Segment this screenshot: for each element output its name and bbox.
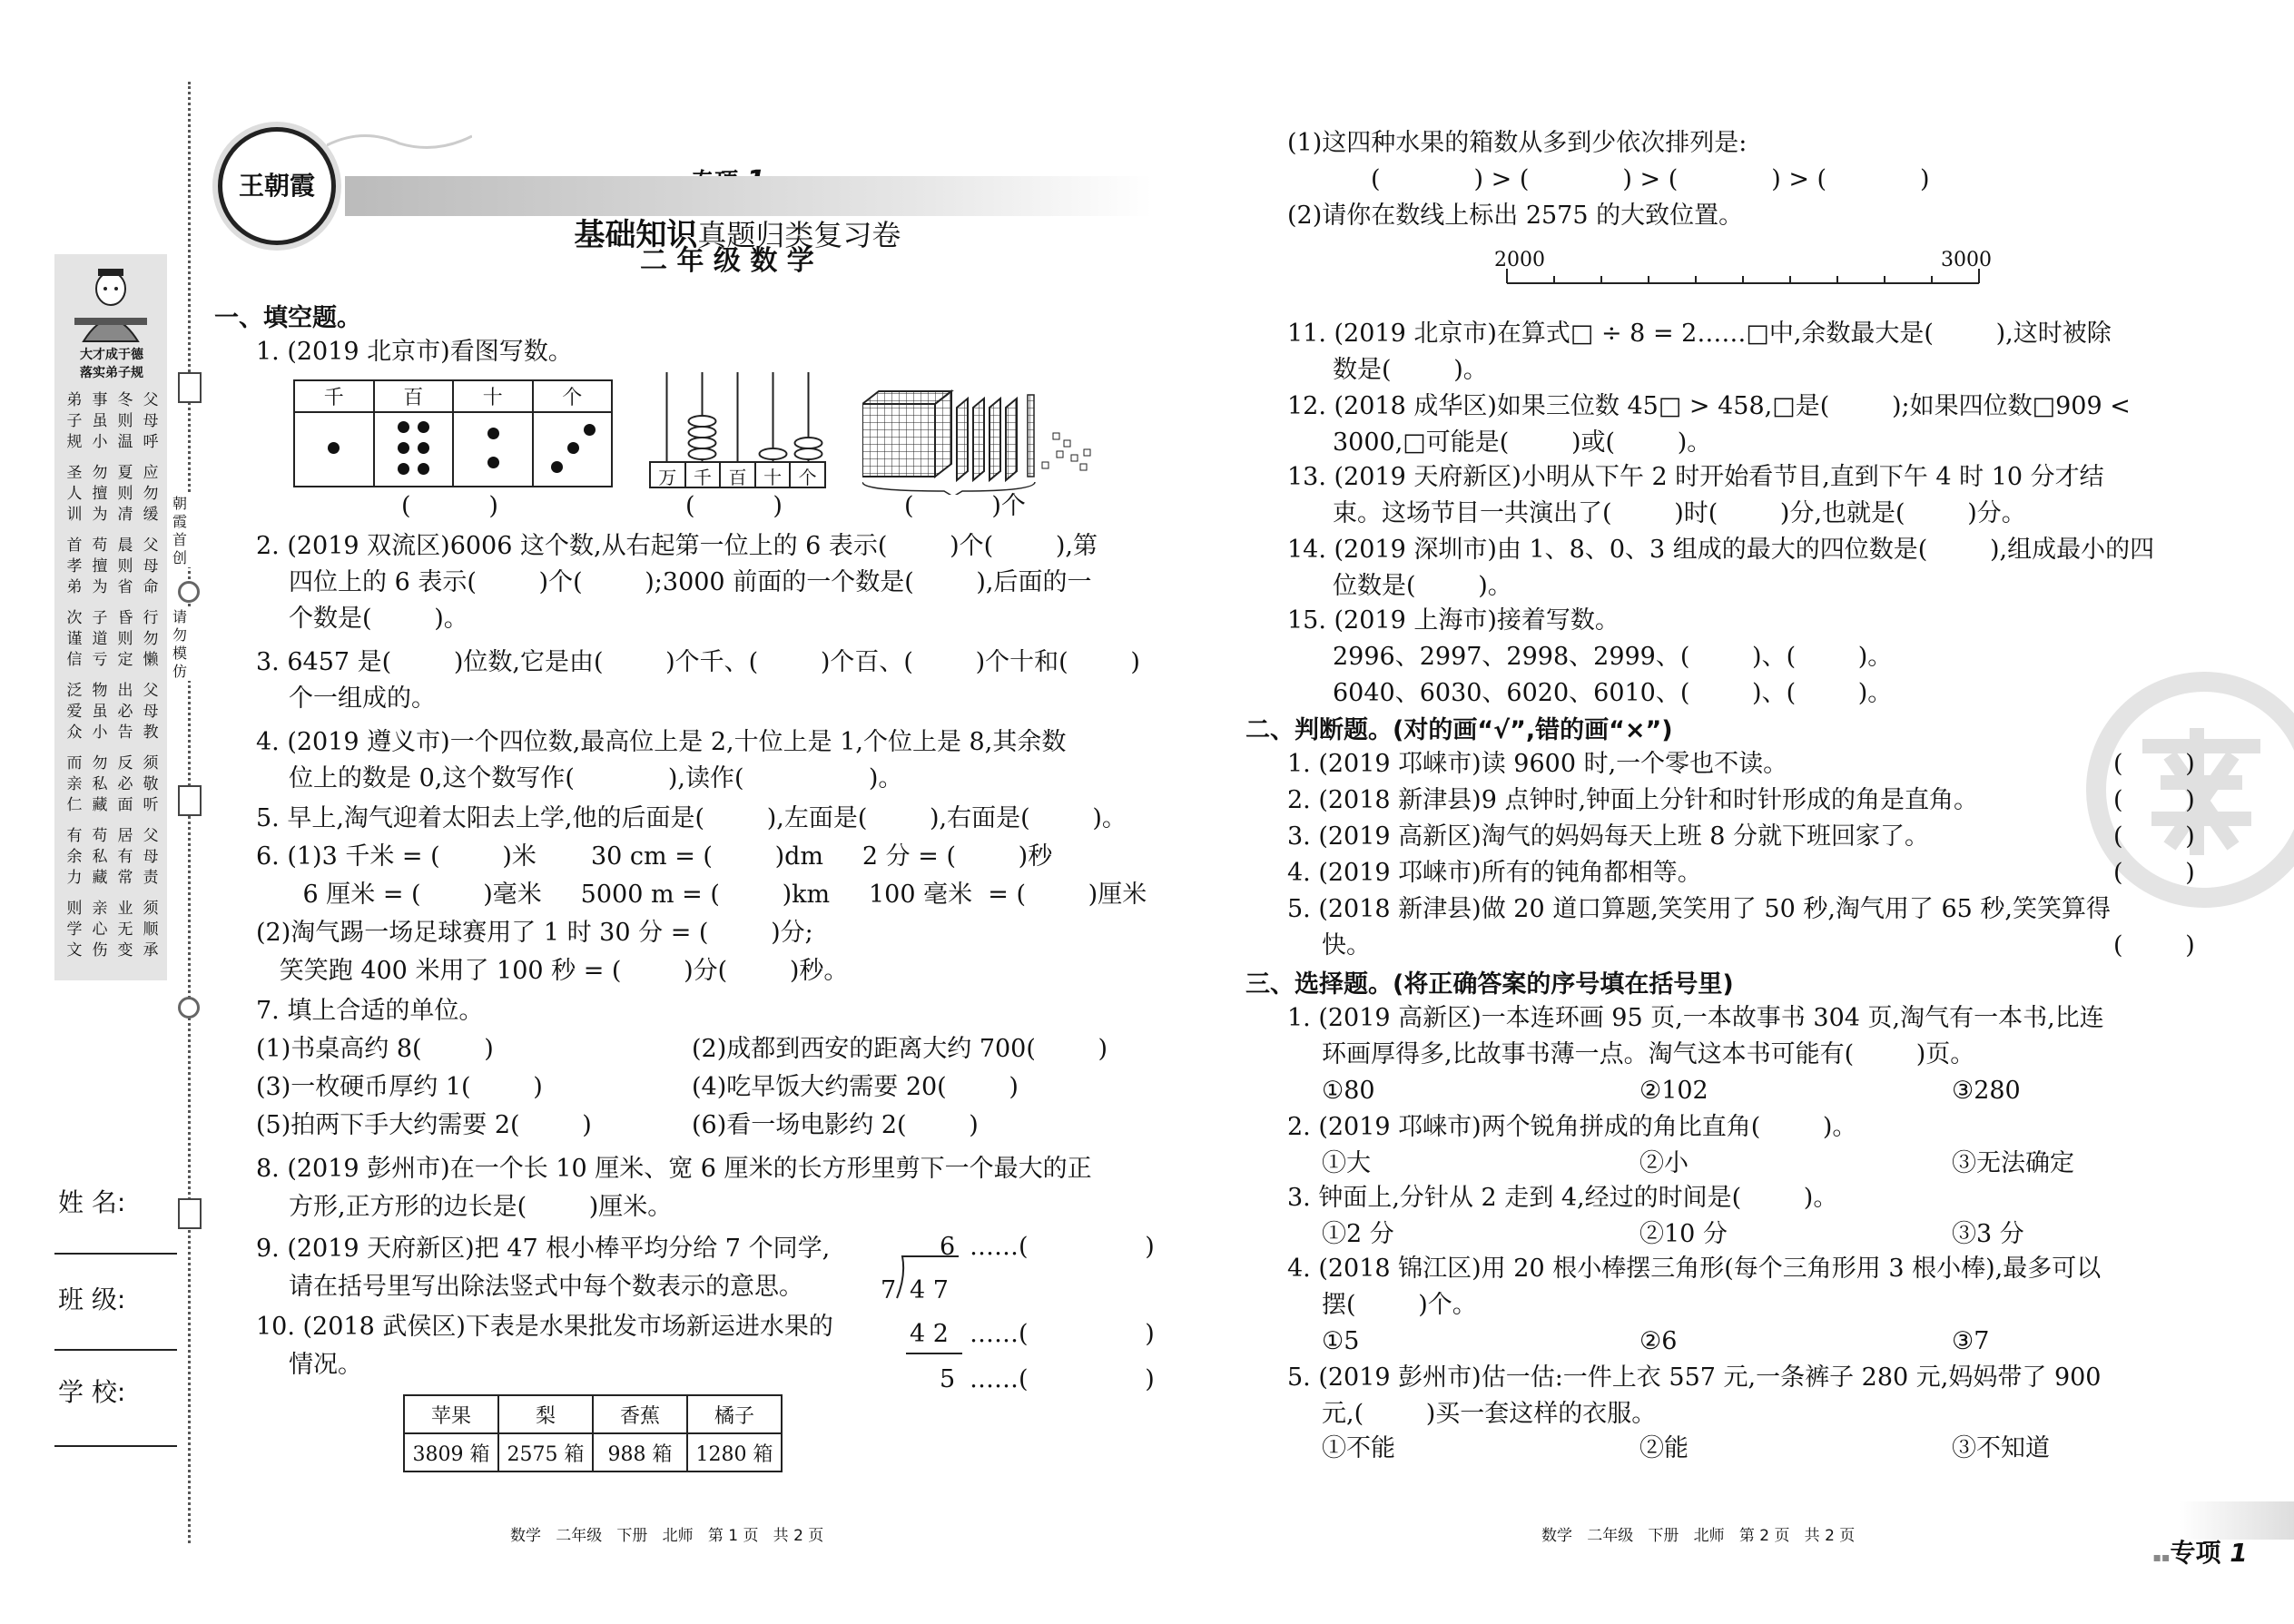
- ring-2: [178, 997, 200, 1019]
- judge-blank[interactable]: ( ): [2113, 786, 2195, 814]
- choice-option[interactable]: ①大: [1322, 1149, 1371, 1177]
- q9-line2: 请在括号里写出除法竖式中每个数表示的意思。: [289, 1273, 803, 1301]
- logo-badge: [218, 127, 336, 245]
- pv-dot: [487, 457, 499, 468]
- fruit-header: 香蕉: [593, 1395, 687, 1433]
- q2-line2: 四位上的 6 表示( )个( );3000 前面的一个数是( ),后面的一: [289, 568, 1092, 596]
- choice-option[interactable]: ③3 分: [1952, 1220, 2024, 1248]
- abacus-labels: [649, 461, 826, 488]
- pv-dot: [398, 442, 409, 454]
- choice-option[interactable]: ①不能: [1322, 1434, 1395, 1462]
- q13-line1: 13. (2019 天府新区)小明从下午 2 时开始看节目,直到下午 4 时 10 分才结: [1287, 463, 2104, 491]
- choice-option[interactable]: ③280: [1952, 1077, 2021, 1105]
- q4-line1: 4. (2019 遵义市)一个四位数,最高位上是 2,十位上是 1,个位上是 8,其余数: [256, 728, 1067, 756]
- scholar-illustration: [65, 261, 156, 343]
- pv-dot: [418, 421, 429, 433]
- q6-line2: 6 厘米 = ( )毫米 5000 m = ( )km 100 毫米 = ( )厘米: [256, 881, 1147, 909]
- q7: 7. 填上合适的单位。: [256, 997, 484, 1025]
- seal-mark-3: [178, 1198, 202, 1229]
- dizigui-column: 父母呼: [143, 391, 159, 451]
- dizigui-column: 则学文: [66, 900, 83, 960]
- q10-line2: 情况。: [289, 1351, 362, 1379]
- choice-option[interactable]: ①2 分: [1322, 1220, 1394, 1248]
- seal-mark-2: [178, 785, 202, 816]
- vertical-note-2: 请勿模仿: [172, 608, 191, 681]
- footer-right: 数学 二年级 下册 北师 第 2 页 共 2 页: [1541, 1527, 1856, 1545]
- pv-dot: [328, 442, 340, 454]
- number-line[interactable]: [1503, 267, 1986, 289]
- abacus-label: 十: [756, 461, 792, 488]
- q3-line2: 个一组成的。: [289, 684, 436, 713]
- section3-title: 三、选择题。(将正确答案的序号填在括号里): [1245, 970, 1734, 999]
- dizigui-column: 应勿缓: [143, 464, 159, 524]
- choice-option[interactable]: ②6: [1639, 1327, 1678, 1355]
- place-value-dots: [293, 410, 613, 485]
- abacus-label: 万: [649, 461, 686, 488]
- pv-header: 十: [453, 380, 533, 412]
- q10-line1: 10. (2018 武侯区)下表是水果批发市场新运进水果的: [256, 1313, 833, 1341]
- dizigui-column: 反必面: [117, 754, 133, 814]
- abacus-bead: [689, 448, 716, 459]
- abacus-bead: [795, 448, 822, 459]
- subtitle: 二 年 级 数 学: [640, 245, 814, 277]
- school-label: 学 校:: [58, 1377, 126, 1407]
- seal-mark-1: [178, 372, 202, 403]
- q8-line2: 方形,正方形的边长是( )厘米。: [289, 1193, 673, 1221]
- q11-line1: 11. (2019 北京市)在算式□ ÷ 8 = 2……□中,余数最大是( ),这时被除: [1287, 320, 2112, 348]
- abacus-label: 千: [686, 461, 722, 488]
- judge-blank[interactable]: ( ): [2113, 931, 2195, 960]
- abacus-bead: [795, 438, 822, 448]
- q14-line2: 位数是( )。: [1333, 572, 1512, 600]
- judge-blank[interactable]: ( ): [2113, 750, 2195, 778]
- q12-line2: 3000,□可能是( )或( )。: [1333, 428, 1712, 457]
- q3-line1: 3. 6457 是( )位数,它是由( )个千、( )个百、( )个十和( ): [256, 648, 1140, 676]
- dizigui-column: 而亲仁: [66, 754, 83, 814]
- fruit-header: 苹果: [404, 1395, 498, 1433]
- abacus-label: 个: [791, 461, 826, 488]
- motto-1: 大才成于德: [80, 348, 143, 362]
- q15: 15. (2019 上海市)接着写数。: [1287, 606, 1620, 635]
- school-field[interactable]: [54, 1445, 177, 1447]
- dizigui-column: 泛爱众: [66, 682, 83, 742]
- vertical-note-1: 朝霞首创: [172, 495, 191, 567]
- fruit-value: 2575 箱: [498, 1433, 593, 1471]
- dizigui-column: 须顺承: [143, 900, 159, 960]
- name-field[interactable]: [54, 1253, 177, 1255]
- q7-item: (5)拍两下手大约需要 2( ): [256, 1111, 592, 1139]
- sidebar-panel: [54, 254, 167, 980]
- dizigui-column: 有余力: [66, 827, 83, 887]
- pv-dot: [398, 421, 409, 433]
- dizigui-column: 子道亏: [92, 609, 108, 669]
- dizigui-column: 父母命: [143, 536, 159, 596]
- q6-line4: 笑笑跑 400 米用了 100 秒 = ( )分( )秒。: [256, 957, 849, 985]
- dizigui-column: 昏则定: [117, 609, 133, 669]
- footer-tag: ▪▪专项 1: [2152, 1538, 2248, 1568]
- pv-dot: [584, 424, 596, 436]
- q11-line2: 数是( )。: [1333, 356, 1488, 384]
- fruit-value: 3809 箱: [404, 1433, 498, 1471]
- name-label: 姓 名:: [58, 1187, 126, 1217]
- judge-blank[interactable]: ( ): [2113, 859, 2195, 887]
- dizigui-column: 父母教: [143, 682, 159, 742]
- q4-line2: 位上的数是 0,这个数写作( ),读作( )。: [289, 764, 903, 792]
- dizigui-column: 业无变: [117, 900, 133, 960]
- dizigui-column: 苟私藏: [92, 827, 108, 887]
- choice-4a: 4. (2018 锦江区)用 20 根小棒摆三角形(每个三角形用 3 根小棒),最多可以: [1287, 1255, 2102, 1283]
- choice-option[interactable]: ③不知道: [1952, 1434, 2050, 1462]
- dizigui-column: 居有常: [117, 827, 133, 887]
- fruit-header: 梨: [498, 1395, 593, 1433]
- q15-seq1: 2996、2997、2998、2999、( )、( )。: [1333, 643, 1893, 671]
- q13-line2: 束。这场节目一共演出了( )时( )分,也就是( )分。: [1333, 499, 2026, 527]
- dizigui-column: 圣人训: [66, 464, 83, 524]
- dizigui-column: 父母责: [143, 827, 159, 887]
- class-label: 班 级:: [58, 1284, 126, 1314]
- pv-dot: [551, 461, 563, 473]
- choice-3a: 3. 钟面上,分针从 2 走到 4,经过的时间是( )。: [1287, 1184, 1838, 1212]
- r1: (1)这四种水果的箱数从多到少依次排列是:: [1287, 129, 1748, 157]
- r2: (2)请你在数线上标出 2575 的大致位置。: [1287, 202, 1744, 230]
- division-note-1[interactable]: ……( ): [970, 1233, 1155, 1261]
- dizigui-column: 行勿懒: [143, 609, 159, 669]
- division-product: 4 2: [910, 1320, 949, 1348]
- dizigui-column: 勿私藏: [92, 754, 108, 814]
- fruit-header: 橘子: [687, 1395, 782, 1433]
- dizigui-column: 次谨信: [66, 609, 83, 669]
- judge-item: 1. (2019 邛崃市)读 9600 时,一个零也不读。: [1287, 750, 1788, 778]
- q5: 5. 早上,淘气迎着太阳去上学,他的后面是( ),左面是( ),右面是( )。: [256, 804, 1127, 832]
- judge-blank[interactable]: ( ): [2113, 822, 2195, 851]
- fruit-value: 1280 箱: [687, 1433, 782, 1471]
- abacus-bead: [760, 448, 787, 459]
- choice-5b: 元,( )买一套这样的衣服。: [1322, 1400, 1657, 1428]
- q1: 1. (2019 北京市)看图写数。: [256, 338, 573, 366]
- q7-item: (6)看一场电影约 2( ): [692, 1111, 979, 1139]
- number-line-start: 2000: [1494, 249, 1545, 271]
- pv-dot: [487, 428, 499, 439]
- q1-answer-3[interactable]: ( )个: [904, 492, 1026, 520]
- section2-title: 二、判断题。(对的画“√”,错的画“×”): [1245, 716, 1673, 744]
- dizigui-column: 勿擅为: [92, 464, 108, 524]
- dizigui-column: 晨则省: [117, 536, 133, 596]
- dizigui-column: 物虽小: [92, 682, 108, 742]
- division-remainder: 5: [940, 1365, 956, 1393]
- q6-line3: (2)淘气踢一场足球赛用了 1 时 30 分 = ( )分;: [256, 919, 813, 947]
- q7-item: (1)书桌高约 8( ): [256, 1035, 494, 1063]
- dizigui-column: 冬则温: [117, 391, 133, 451]
- choice-option[interactable]: ③7: [1952, 1327, 1990, 1355]
- pv-dot: [418, 463, 429, 475]
- dizigui-column: 亲心伤: [92, 900, 108, 960]
- ribbon-decoration: [327, 127, 472, 154]
- division-note-3[interactable]: ……( ): [970, 1365, 1155, 1393]
- pv-dot: [567, 442, 579, 454]
- class-field[interactable]: [54, 1349, 177, 1351]
- counting-cubes: [862, 386, 1103, 495]
- choice-1b: 环画厚得多,比故事书薄一点。淘气这本书可能有( )页。: [1322, 1040, 1975, 1068]
- q6-line1: 6. (1)3 千米 = ( )米 30 cm = ( )dm 2 分 = ( )秒: [256, 842, 1053, 871]
- fruit-value: 988 箱: [593, 1433, 687, 1471]
- choice-2a: 2. (2019 邛崃市)两个锐角拼成的角比直角( )。: [1287, 1113, 1857, 1141]
- choice-option[interactable]: ①5: [1322, 1327, 1360, 1355]
- q1-answer-2[interactable]: ( ): [685, 492, 783, 520]
- q7-item: (4)吃早饭大约需要 20( ): [692, 1073, 1019, 1101]
- q9-line1: 9. (2019 天府新区)把 47 根小棒平均分给 7 个同学,: [256, 1235, 831, 1263]
- dizigui-column: 出必告: [117, 682, 133, 742]
- pv-header: 千: [294, 380, 374, 412]
- choice-1a: 1. (2019 高新区)一本连环画 95 页,一本故事书 304 页,淘气有一本书,比连: [1287, 1004, 2104, 1032]
- division-line: [906, 1353, 962, 1354]
- judge-item: 5. (2018 新津县)做 20 道口算题,笑笑用了 50 秒,淘气用了 65 秒,笑笑算得: [1287, 895, 2112, 923]
- q1-answer-1[interactable]: ( ): [401, 492, 498, 520]
- q14-line1: 14. (2019 深圳市)由 1、8、0、3 组成的最大的四位数是( ),组成最小的四: [1287, 536, 2155, 564]
- division-note-2[interactable]: ……( ): [970, 1320, 1155, 1348]
- judge-item: 2. (2018 新津县)9 点钟时,钟面上分针和时针形成的角是直角。: [1287, 786, 1979, 814]
- choice-option[interactable]: ②10 分: [1639, 1220, 1728, 1248]
- dizigui-column: 夏则凊: [117, 464, 133, 524]
- judge-item: 3. (2019 高新区)淘气的妈妈每天上班 8 分就下班回家了。: [1287, 822, 1930, 851]
- choice-option[interactable]: ②102: [1639, 1077, 1708, 1105]
- q2-line1: 2. (2019 双流区)6006 这个数,从右起第一位上的 6 表示( )个( ),第: [256, 532, 1098, 560]
- q12-line1: 12. (2018 成华区)如果三位数 45□ > 458,□是( );如果四位数□909 <: [1287, 392, 2131, 420]
- logo-text: 王朝霞: [238, 171, 315, 201]
- section1-title: 一、填空题。: [214, 304, 361, 332]
- q7-item: (3)一枚硬币厚约 1( ): [256, 1073, 543, 1101]
- q7-item: (2)成都到西安的距离大约 700( ): [692, 1035, 1108, 1063]
- dizigui-columns: [58, 390, 165, 971]
- division-dividend: 4 7: [910, 1276, 949, 1304]
- pv-dot: [418, 442, 429, 454]
- judge-item-5b: 快。: [1322, 931, 1371, 960]
- pv-dot: [398, 463, 409, 475]
- dizigui-column: 事虽小: [92, 391, 108, 451]
- choice-option[interactable]: ②能: [1639, 1434, 1689, 1462]
- judge-item: 4. (2019 邛崃市)所有的钝角都相等。: [1287, 859, 1702, 887]
- pv-header: 百: [374, 380, 454, 412]
- abacus-label: 百: [721, 461, 756, 488]
- motto-2: 落实弟子规: [80, 366, 143, 380]
- q15-seq2: 6040、6030、6020、6010、( )、( )。: [1333, 679, 1893, 707]
- choice-option[interactable]: ①80: [1322, 1077, 1375, 1105]
- abacus-bead: [689, 438, 716, 448]
- r1-blanks[interactable]: ( ) > ( ) > ( ) > ( ): [1371, 165, 1930, 193]
- footer-left: 数学 二年级 下册 北师 第 1 页 共 2 页: [510, 1527, 824, 1545]
- choice-option[interactable]: ②小: [1639, 1149, 1689, 1177]
- q2-line3: 个数是( )。: [289, 605, 468, 633]
- dizigui-column: 首孝弟: [66, 536, 83, 596]
- choice-5a: 5. (2019 彭州市)估一估:一件上衣 557 元,一条裤子 280 元,妈妈带了 900: [1287, 1363, 2102, 1392]
- dizigui-column: 弟子规: [66, 391, 83, 451]
- q8-line1: 8. (2019 彭州市)在一个长 10 厘米、宽 6 厘米的长方形里剪下一个最大的正: [256, 1155, 1092, 1183]
- division-quotient: 6: [940, 1233, 956, 1261]
- division-divisor: 7: [881, 1276, 897, 1304]
- ring-1: [178, 581, 200, 603]
- page-title: 基础知识真题归类复习卷: [574, 217, 901, 253]
- number-line-end: 3000: [1941, 249, 1992, 271]
- choice-4b: 摆( )个。: [1322, 1291, 1477, 1319]
- fruit-table: [403, 1394, 783, 1472]
- pv-header: 个: [533, 380, 613, 412]
- choice-option[interactable]: ③无法确定: [1952, 1149, 2074, 1177]
- dizigui-column: 须敬听: [143, 754, 159, 814]
- abacus-bead: [689, 427, 716, 438]
- dizigui-column: 苟擅为: [92, 536, 108, 596]
- abacus-bead: [689, 416, 716, 427]
